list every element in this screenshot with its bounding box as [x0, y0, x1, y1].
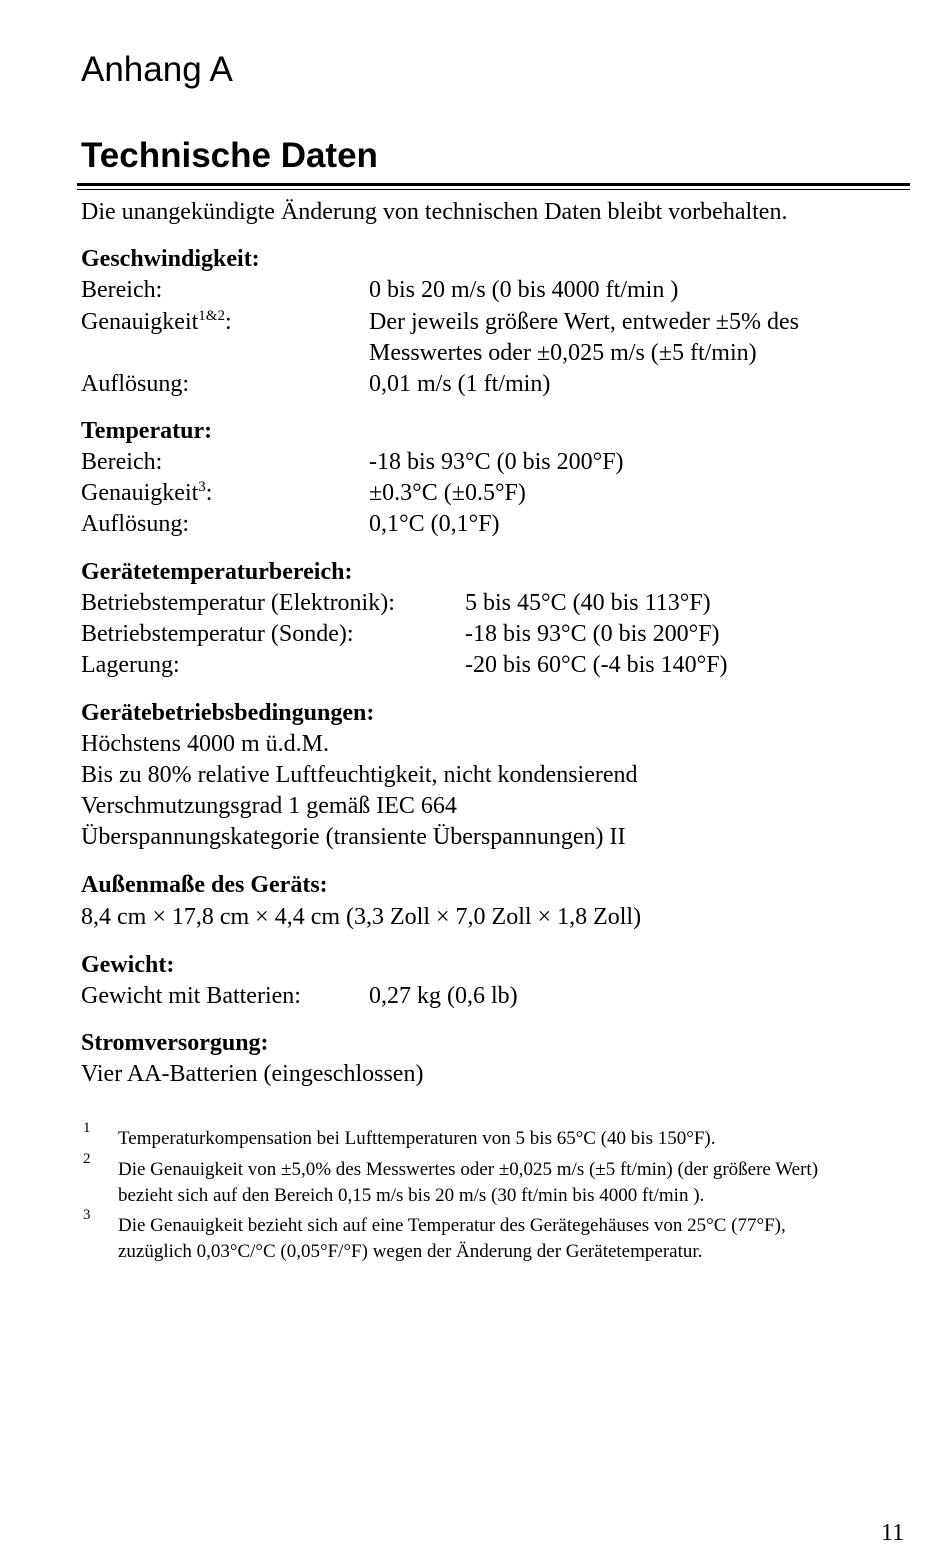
footnote-1-text: Temperaturkompensation bei Lufttemperaturen von 5 bis 65°C (40 bis 150°F). — [118, 1128, 716, 1149]
device-temp-probe-value: -18 bis 93°C (0 bis 200°F) — [465, 621, 720, 647]
speed-accuracy-colon: : — [224, 309, 232, 335]
footnote-2-text-line2: bezieht sich auf den Bereich 0,15 m/s bis 20 m/s (30 ft/min bis 4000 ft/min ). — [118, 1185, 705, 1206]
page-number: 11 — [881, 1520, 905, 1546]
device-temp-storage-value: -20 bis 60°C (-4 bis 140°F) — [465, 652, 728, 678]
operating-conditions-heading: Gerätebetriebsbedingungen: — [81, 700, 375, 726]
operating-conditions-line-4: Überspannungskategorie (transiente Überspannungen) II — [81, 824, 626, 850]
weight-label: Gewicht mit Batterien: — [81, 983, 301, 1009]
page-title: Technische Daten — [81, 136, 378, 175]
temperature-accuracy-footnote-ref: 3 — [198, 479, 206, 495]
dimensions-heading: Außenmaße des Geräts: — [81, 872, 328, 898]
device-temp-electronics-value: 5 bis 45°C (40 bis 113°F) — [465, 590, 711, 616]
temperature-heading: Temperatur: — [81, 418, 213, 444]
power-value: Vier AA-Batterien (eingeschlossen) — [81, 1061, 424, 1087]
speed-accuracy-label-text: Genauigkeit — [81, 309, 199, 335]
footnote-2-text-line1: Die Genauigkeit von ±5,0% des Messwertes oder ±0,025 m/s (±5 ft/min) (der größere Wert) — [118, 1159, 819, 1180]
temperature-range-label: Bereich: — [81, 449, 163, 475]
temperature-resolution-value: 0,1°C (0,1°F) — [369, 511, 500, 537]
speed-accuracy-label — [81, 307, 232, 338]
device-temp-storage-label: Lagerung: — [81, 652, 180, 678]
temperature-accuracy-colon: : — [205, 480, 213, 506]
footnote-3-text-line1: Die Genauigkeit bezieht sich auf eine Temperatur des Gerätegehäuses von 25°C (77°F), — [118, 1215, 786, 1236]
intro-text: Die unangekündigte Änderung von technischen Daten bleibt vorbehalten. — [81, 199, 788, 225]
speed-heading: Geschwindigkeit: — [81, 246, 260, 272]
footnote-2-number: 2 — [83, 1151, 91, 1167]
power-heading: Stromversorgung: — [81, 1030, 269, 1056]
speed-accuracy-value-line1: Der jeweils größere Wert, entweder ±5% des — [369, 309, 799, 335]
title-rule-thick — [77, 183, 910, 186]
operating-conditions-line-1: Höchstens 4000 m ü.d.M. — [81, 731, 329, 757]
speed-resolution-label: Auflösung: — [81, 371, 189, 397]
temperature-accuracy-value: ±0.3°C (±0.5°F) — [369, 480, 526, 506]
speed-accuracy-footnote-ref: 1&2 — [198, 308, 225, 324]
temperature-range-value: -18 bis 93°C (0 bis 200°F) — [369, 449, 624, 475]
temperature-resolution-label: Auflösung: — [81, 511, 189, 537]
temperature-accuracy-label-text: Genauigkeit — [81, 480, 199, 506]
title-rule-thin — [77, 189, 910, 190]
speed-resolution-value: 0,01 m/s (1 ft/min) — [369, 371, 551, 397]
footnote-3-number: 3 — [83, 1207, 91, 1223]
operating-conditions-line-2: Bis zu 80% relative Luftfeuchtigkeit, nicht kondensierend — [81, 762, 638, 788]
weight-heading: Gewicht: — [81, 952, 175, 978]
chapter-label: Anhang A — [81, 50, 233, 89]
temperature-accuracy-label — [81, 478, 212, 509]
weight-value: 0,27 kg (0,6 lb) — [369, 983, 518, 1009]
operating-conditions-line-3: Verschmutzungsgrad 1 gemäß IEC 664 — [81, 793, 457, 819]
footnote-3-text-line2: zuzüglich 0,03°C/°C (0,05°F/°F) wegen der Änderung der Gerätetemperatur. — [118, 1241, 703, 1262]
device-temp-probe-label: Betriebstemperatur (Sonde): — [81, 621, 354, 647]
speed-range-value: 0 bis 20 m/s (0 bis 4000 ft/min ) — [369, 277, 679, 303]
speed-range-label: Bereich: — [81, 277, 163, 303]
device-temp-heading: Gerätetemperaturbereich: — [81, 559, 353, 585]
footnote-1-number: 1 — [83, 1120, 91, 1136]
dimensions-value: 8,4 cm × 17,8 cm × 4,4 cm (3,3 Zoll × 7,0 Zoll × 1,8 Zoll) — [81, 904, 642, 930]
speed-accuracy-value-line2: Messwertes oder ±0,025 m/s (±5 ft/min) — [369, 340, 757, 366]
device-temp-electronics-label: Betriebstemperatur (Elektronik): — [81, 590, 395, 616]
